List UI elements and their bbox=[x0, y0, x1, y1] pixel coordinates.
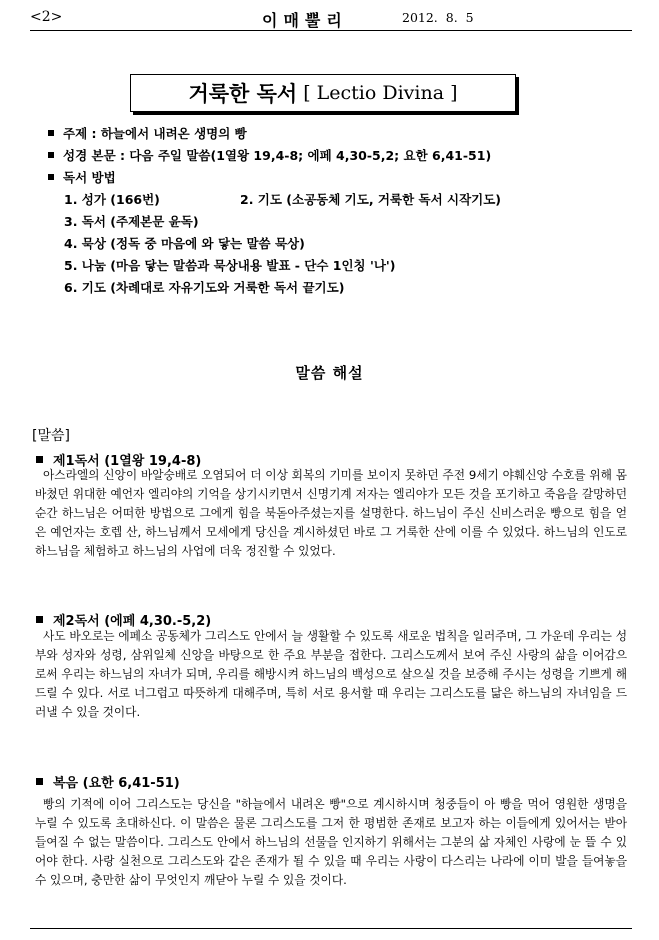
step-item: 1. 성가 (166번) bbox=[64, 192, 160, 207]
page-title: 거룩한 독서 bbox=[188, 82, 298, 106]
page-title-latin: [ Lectio Divina ] bbox=[303, 82, 458, 104]
step-item: 5. 나눔 (마음 닿는 말씀과 묵상내용 발표 - 단수 1인칭 '나') bbox=[64, 258, 396, 273]
second-reading-text: 사도 바오로는 에페소 공동체가 그리스도 안에서 늘 생활할 수 있도록 새로운 법칙을 일러주며, 그 가운데 우리는 성부와 성자와 성령, 삼위일체 신앙을 바탕으로 한 주요 부분을 접한다. 그리스도께서 보여 주신 사랑의 삶을 이어감으로써 우리는 하느님의 자녀가 되며, 우리를 해방시켜 하느님의 백성으로 살으실 것을 보증해 주시는 성령을 기쁘게 해 드릴 수 있다. 서로 너그럽고 따뜻하게 대해주며, 특히 서로 용서할 때 우리는 그리스도를 닮은 하느님의 자녀임을 드러낼 수 있을 것이다. bbox=[35, 629, 627, 719]
method-steps bbox=[64, 189, 502, 299]
gospel-text: 빵의 기적에 이어 그리스도는 당신을 "하늘에서 내려온 빵"으로 계시하시며 청중들이 아 빵을 먹어 영원한 생명을 누릴 수 있도록 초대하신다. 이 말씀은 물론 그리스도를 그저 한 평범한 존재로 보고자 하는 이들에게 있어서는 받아들여질 수 없는 말씀이다. 그리스도 안에서 하느님의 선물을 인지하기 위해서는 그분의 삶 자체인 사랑에 눈 뜰 수 있어야 한다. 사랑 실천으로 그리스도와 같은 존재가 될 수 있을 때 우리는 사랑이 다스리는 나라에 이미 발을 들여놓을 수 있으며, 충만한 삶이 무엇인지 깨닫아 누릴 수 있을 것이다. bbox=[35, 797, 627, 887]
first-reading-title-text: 제1독서 (1열왕 19,4-8) bbox=[53, 454, 202, 469]
bullet-square-icon bbox=[36, 778, 43, 785]
scripture-text: 성경 본문 : 다음 주일 말씀(1열왕 19,4-8; 에페 4,30-5,2; 요한 6,41-51) bbox=[63, 148, 492, 163]
second-reading-title-text: 제2독서 (에페 4,30.-5,2) bbox=[53, 614, 212, 629]
step-row bbox=[64, 255, 491, 277]
page-header bbox=[30, 6, 632, 31]
gospel-title bbox=[36, 772, 180, 791]
method-label: 독서 방법 bbox=[63, 170, 116, 185]
step-item: 2. 기도 (소공동체 기도, 거룩한 독서 시작기도) bbox=[240, 192, 502, 207]
bullet-square-icon bbox=[36, 456, 43, 463]
page-number: <2> bbox=[30, 9, 63, 25]
bullet-square-icon bbox=[48, 130, 54, 136]
bullet-square-icon bbox=[36, 616, 43, 623]
gospel-title-text: 복음 (요한 6,41-51) bbox=[53, 776, 180, 791]
commentary-heading: 말씀 해설 bbox=[295, 364, 364, 382]
step-row bbox=[64, 189, 502, 211]
method-line bbox=[48, 167, 491, 189]
step-row bbox=[64, 277, 491, 299]
step-item: 6. 기도 (차례대로 자유기도와 거룩한 독서 끝기도) bbox=[64, 280, 345, 295]
newsletter-name: 이매뿔리 bbox=[262, 11, 348, 30]
theme-text: 주제 : 하늘에서 내려온 생명의 빵 bbox=[63, 126, 247, 141]
step-item: 4. 묵상 (정독 중 마음에 와 닿는 말씀 묵상) bbox=[64, 236, 305, 251]
reading-info bbox=[48, 123, 502, 299]
title-box bbox=[130, 74, 516, 112]
issue-date: 2012. 8. 5 bbox=[402, 10, 474, 25]
first-reading-text: 아스라엘의 신앙이 바알숭배로 오염되어 더 이상 회복의 기미를 보이지 못하던 주전 9세기 야훼신앙 수호를 위해 몸 바쳤던 위대한 예언자 엘리야의 기억을 상기시키면서 신명기계 저자는 엘리야가 모든 것을 포기하고 죽음을 갈망하던 순간 하느님은 어떠한 방법으로 그에게 힘을 북돋아주셨는지를 설명한다. 하느님이 주신 신비스러운 빵으로 힘을 얻은 예언자는 호렙 산, 하느님께서 모세에게 당신을 계시하셨던 바로 그 거룩한 산에 이를 수 있었다. 하느님의 인도로 하느님을 체험하고 하느님의 사업에 더욱 정진할 수 있었다. bbox=[35, 468, 627, 558]
bullet-square-icon bbox=[48, 152, 54, 158]
bullet-square-icon bbox=[48, 174, 54, 180]
step-item: 3. 독서 (주제본문 윤독) bbox=[64, 214, 199, 229]
scripture-line bbox=[48, 145, 491, 167]
step-row bbox=[64, 233, 491, 255]
word-label: [말씀] bbox=[32, 428, 70, 444]
step-row bbox=[64, 211, 491, 233]
footer-rule bbox=[30, 928, 632, 929]
theme-line bbox=[48, 123, 491, 145]
